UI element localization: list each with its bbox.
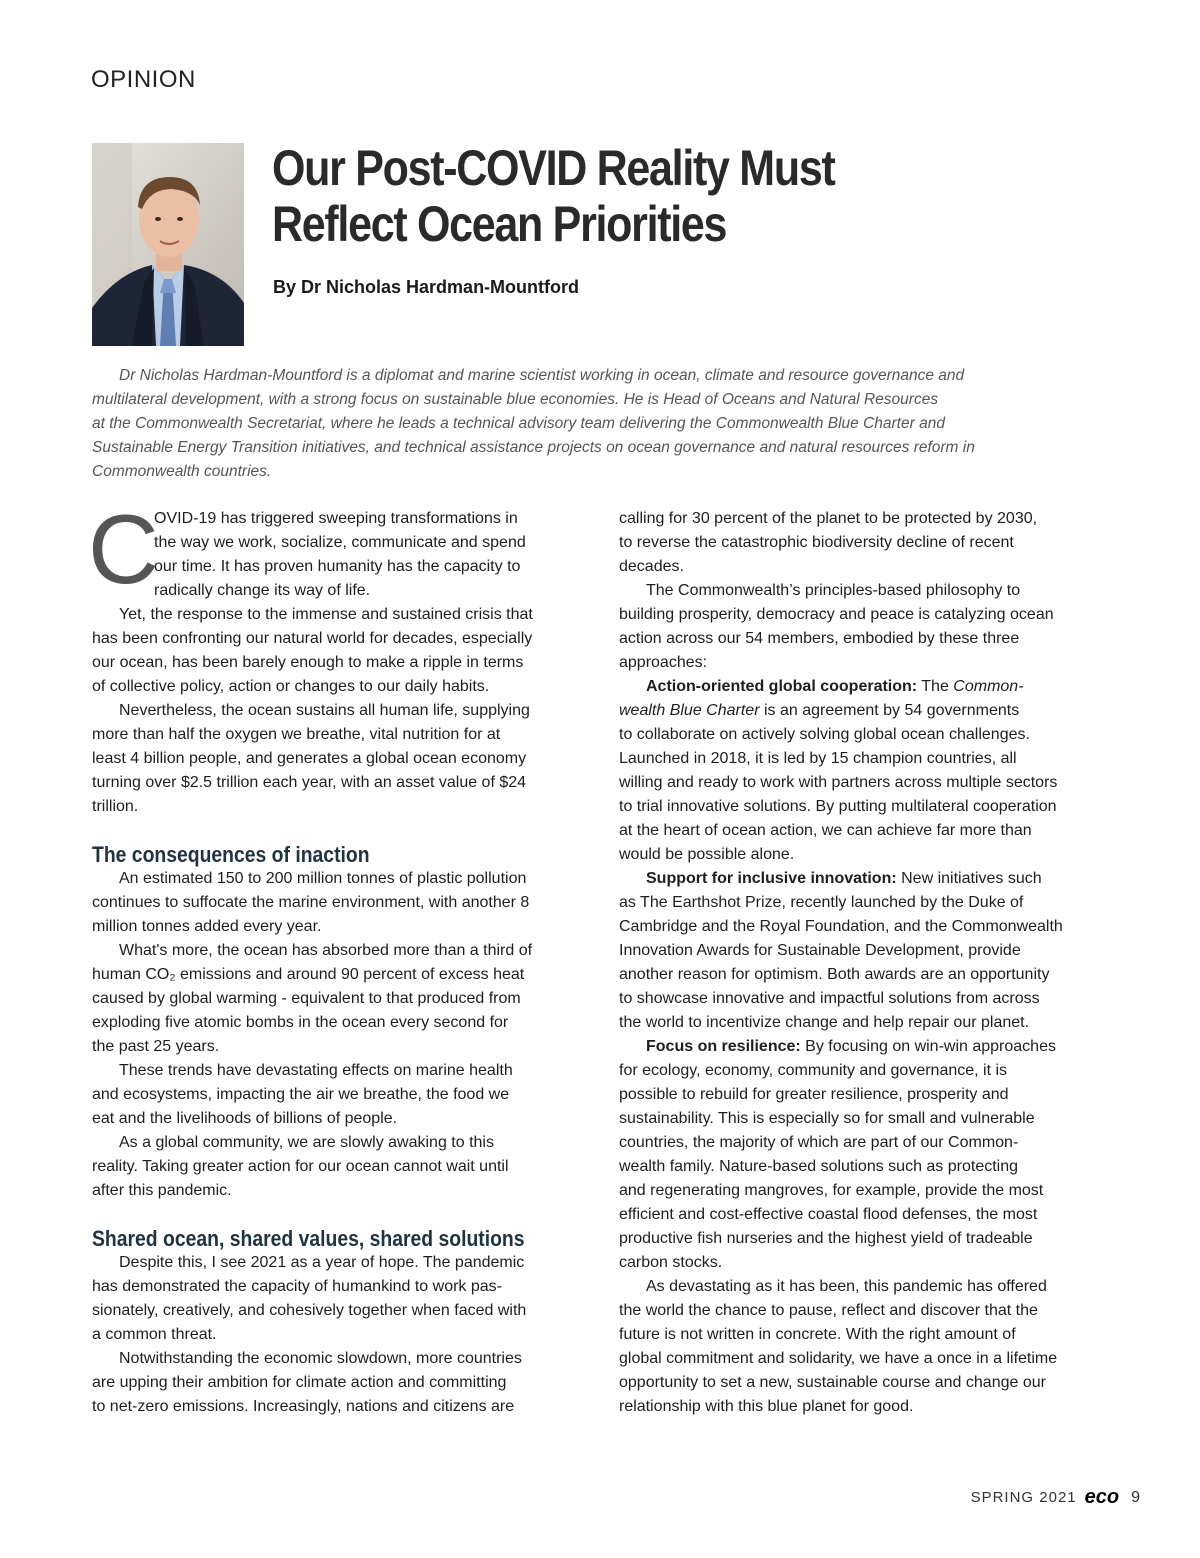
text-line: continues to suffocate the marine environment, with another 8 [92, 894, 530, 911]
text-line: sustainability. This is especially so for small and vulnerable [619, 1110, 1035, 1127]
text-line: Innovation Awards for Sustainable Development, provide [619, 942, 1021, 959]
text-line: and regenerating mangroves, for example, provide the most [619, 1182, 1044, 1199]
text-line: possible to rebuild for greater resilience, prosperity and [619, 1086, 1009, 1103]
bio-line: at the Commonwealth Secretariat, where he leads a technical advisory team delivering the Commonwealth Blue Charter and [92, 415, 945, 432]
text-line: trillion. [92, 798, 139, 815]
text-line: relationship with this blue planet for good. [619, 1398, 914, 1415]
text-line: to collaborate on actively solving global ocean challenges. [619, 726, 1030, 743]
text-line: to trial innovative solutions. By putting multilateral cooperation [619, 798, 1057, 815]
paragraph [619, 1035, 1114, 1275]
lead-in-bold: Action-oriented global cooperation: [646, 678, 918, 695]
text-line: Nevertheless, the ocean sustains all human life, supplying [119, 702, 530, 719]
paragraph [619, 867, 1114, 1035]
text-line: These trends have devastating effects on marine health [119, 1062, 513, 1079]
drop-cap: C [88, 494, 159, 604]
right-column [619, 507, 1114, 1419]
text-line: opportunity to set a new, sustainable course and change our [619, 1374, 1046, 1391]
byline: By Dr Nicholas Hardman-Mountford [273, 277, 580, 297]
text-line: An estimated 150 to 200 million tonnes of plastic pollution [119, 870, 527, 887]
headline-line: Reflect Ocean Priorities [272, 196, 727, 252]
text-line: OVID-19 has triggered sweeping transformations in [154, 510, 518, 527]
text-line: caused by global warming - equivalent to that produced from [92, 990, 521, 1007]
text-line: to reverse the catastrophic biodiversity decline of recent [619, 534, 1014, 551]
text-line: countries, the majority of which are part of our Common- [619, 1134, 1019, 1151]
text-line: of collective policy, action or changes to our daily habits. [92, 678, 490, 695]
text-line: wealth family. Nature-based solutions such as protecting [619, 1158, 1019, 1175]
paragraph [92, 1347, 587, 1419]
text-line: efficient and cost-effective coastal flood defenses, the most [619, 1206, 1038, 1223]
page-footer [971, 1486, 1140, 1509]
text-line: calling for 30 percent of the planet to be protected by 2030, [619, 510, 1038, 527]
text-line: exploding five atomic bombs in the ocean every second for [92, 1014, 509, 1031]
section-label: OPINION [91, 66, 196, 93]
left-column [88, 494, 587, 1419]
paragraph [92, 1131, 587, 1203]
text-line: decades. [619, 558, 684, 575]
text-line: building prosperity, democracy and peace is catalyzing ocean [619, 606, 1054, 623]
lead-in-bold: Support for inclusive innovation: [646, 870, 897, 887]
text-line: willing and ready to work with partners across multiple sectors [619, 774, 1058, 791]
lead-in-bold: Focus on resilience: [646, 1038, 801, 1055]
text-line: another reason for optimism. Both awards are an opportunity [619, 966, 1050, 983]
issue-label: SPRING 2021 [970, 1489, 1077, 1506]
paragraph [619, 1275, 1114, 1419]
article-headline [272, 140, 926, 252]
text-run: By focusing on win-win approaches [800, 1038, 1056, 1055]
headline-line: Our Post-COVID Reality Must [272, 140, 835, 196]
paragraph [92, 939, 587, 1059]
text-line: What's more, the ocean has absorbed more than a third of [119, 942, 533, 959]
paragraph [619, 507, 1114, 579]
text-line: at the heart of ocean action, we can achieve far more than [619, 822, 1032, 839]
text-line [619, 675, 1114, 699]
paragraph [92, 603, 587, 699]
intro-paragraph [88, 494, 587, 604]
text-line: approaches: [619, 654, 708, 671]
text-line [619, 1035, 1114, 1059]
paragraph [92, 699, 587, 819]
paragraph [92, 1251, 587, 1347]
text-line: for ecology, economy, community and governance, it is [619, 1062, 1008, 1079]
text-line: are upping their ambition for climate action and committing [92, 1374, 507, 1391]
text-line: carbon stocks. [619, 1254, 723, 1271]
text-line: turning over $2.5 trillion each year, with an asset value of $24 [92, 774, 527, 791]
text-run: is an agreement by 54 governments [759, 702, 1020, 719]
bio-line: Commonwealth countries. [92, 463, 272, 480]
eco-logo: eco [1084, 1486, 1120, 1508]
text-line: radically change its way of life. [154, 582, 371, 599]
text-line: reality. Taking greater action for our ocean cannot wait until [92, 1158, 509, 1175]
text-line: Cambridge and the Royal Foundation, and the Commonwealth [619, 918, 1063, 935]
text-line: Notwithstanding the economic slowdown, more countries [119, 1350, 522, 1367]
text-line: the world the chance to pause, reflect and discover that the [619, 1302, 1038, 1319]
bio-line: Dr Nicholas Hardman-Mountford is a diplomat and marine scientist working in ocean, climate and resource governance and [119, 367, 965, 384]
text-line: eat and the livelihoods of billions of people. [92, 1110, 398, 1127]
author-bio [92, 364, 1112, 484]
text-line: million tonnes added every year. [92, 918, 322, 935]
text-line: after this pandemic. [92, 1182, 232, 1199]
text-line: our ocean, has been barely enough to make a ripple in terms [92, 654, 524, 671]
author-photo [92, 143, 244, 346]
bio-line: Sustainable Energy Transition initiatives, and technical assistance projects on ocean governance and natural resources reform in [92, 439, 975, 456]
text-line: productive fish nurseries and the highest yield of tradeable [619, 1230, 1033, 1247]
text-line: more than half the oxygen we breathe, vital nutrition for at [92, 726, 501, 743]
subheading: The consequences of inaction [92, 842, 370, 867]
paragraph [92, 867, 587, 939]
text-line: As devastating as it has been, this pandemic has offered [646, 1278, 1047, 1295]
text-line: our time. It has proven humanity has the capacity to [154, 558, 521, 575]
text-line: Yet, the response to the immense and sustained crisis that [119, 606, 533, 623]
text-line: Despite this, I see 2021 as a year of hope. The pandemic [119, 1254, 525, 1271]
text-line: the world to incentivize change and help repair our planet. [619, 1014, 1030, 1031]
text-line: and ecosystems, impacting the air we breathe, the food we [92, 1086, 510, 1103]
text-line [619, 867, 1114, 891]
text-line: the way we work, socialize, communicate and spend [154, 534, 526, 551]
paragraph [619, 675, 1114, 867]
paragraph [92, 1059, 587, 1131]
text-line: as The Earthshot Prize, recently launched by the Duke of [619, 894, 1024, 911]
text-run: New initiatives such [896, 870, 1042, 887]
text-line: Launched in 2018, it is led by 15 champion countries, all [619, 750, 1017, 767]
page-number: 9 [1131, 1488, 1140, 1506]
text-line: a common threat. [92, 1326, 217, 1343]
text-line: to showcase innovative and impactful solutions from across [619, 990, 1040, 1007]
text-line: human CO₂ emissions and around 90 percent of excess heat [92, 966, 525, 983]
text-line: to net-zero emissions. Increasingly, nations and citizens are [92, 1398, 515, 1415]
subheading: Shared ocean, shared values, shared solutions [92, 1226, 525, 1251]
text-line: future is not written in concrete. With the right amount of [619, 1326, 1016, 1343]
text-line: would be possible alone. [619, 846, 795, 863]
text-line: has demonstrated the capacity of humankind to work pas- [92, 1278, 502, 1295]
paragraph [619, 579, 1114, 675]
text-line: As a global community, we are slowly awaking to this [119, 1134, 494, 1151]
portrait-image [92, 143, 244, 346]
text-line: global commitment and solidarity, we have a once in a lifetime [619, 1350, 1058, 1367]
text-line: the past 25 years. [92, 1038, 220, 1055]
bio-line: multilateral development, with a strong focus on sustainable blue economies. He is Head of Oceans and Natural Resources [92, 391, 939, 408]
text-line: has been confronting our natural world for decades, especially [92, 630, 533, 647]
text-line: action across our 54 members, embodied by these three [619, 630, 1020, 647]
italic-run: Common- [953, 678, 1024, 695]
italic-run: wealth Blue Charter [619, 702, 760, 719]
text-line: least 4 billion people, and generates a global ocean economy [92, 750, 527, 767]
text-line [619, 699, 1114, 723]
text-line: The Commonwealth’s principles-based philosophy to [646, 582, 1021, 599]
text-run: The [917, 678, 954, 695]
text-line: sionately, creatively, and cohesively together when faced with [92, 1302, 527, 1319]
